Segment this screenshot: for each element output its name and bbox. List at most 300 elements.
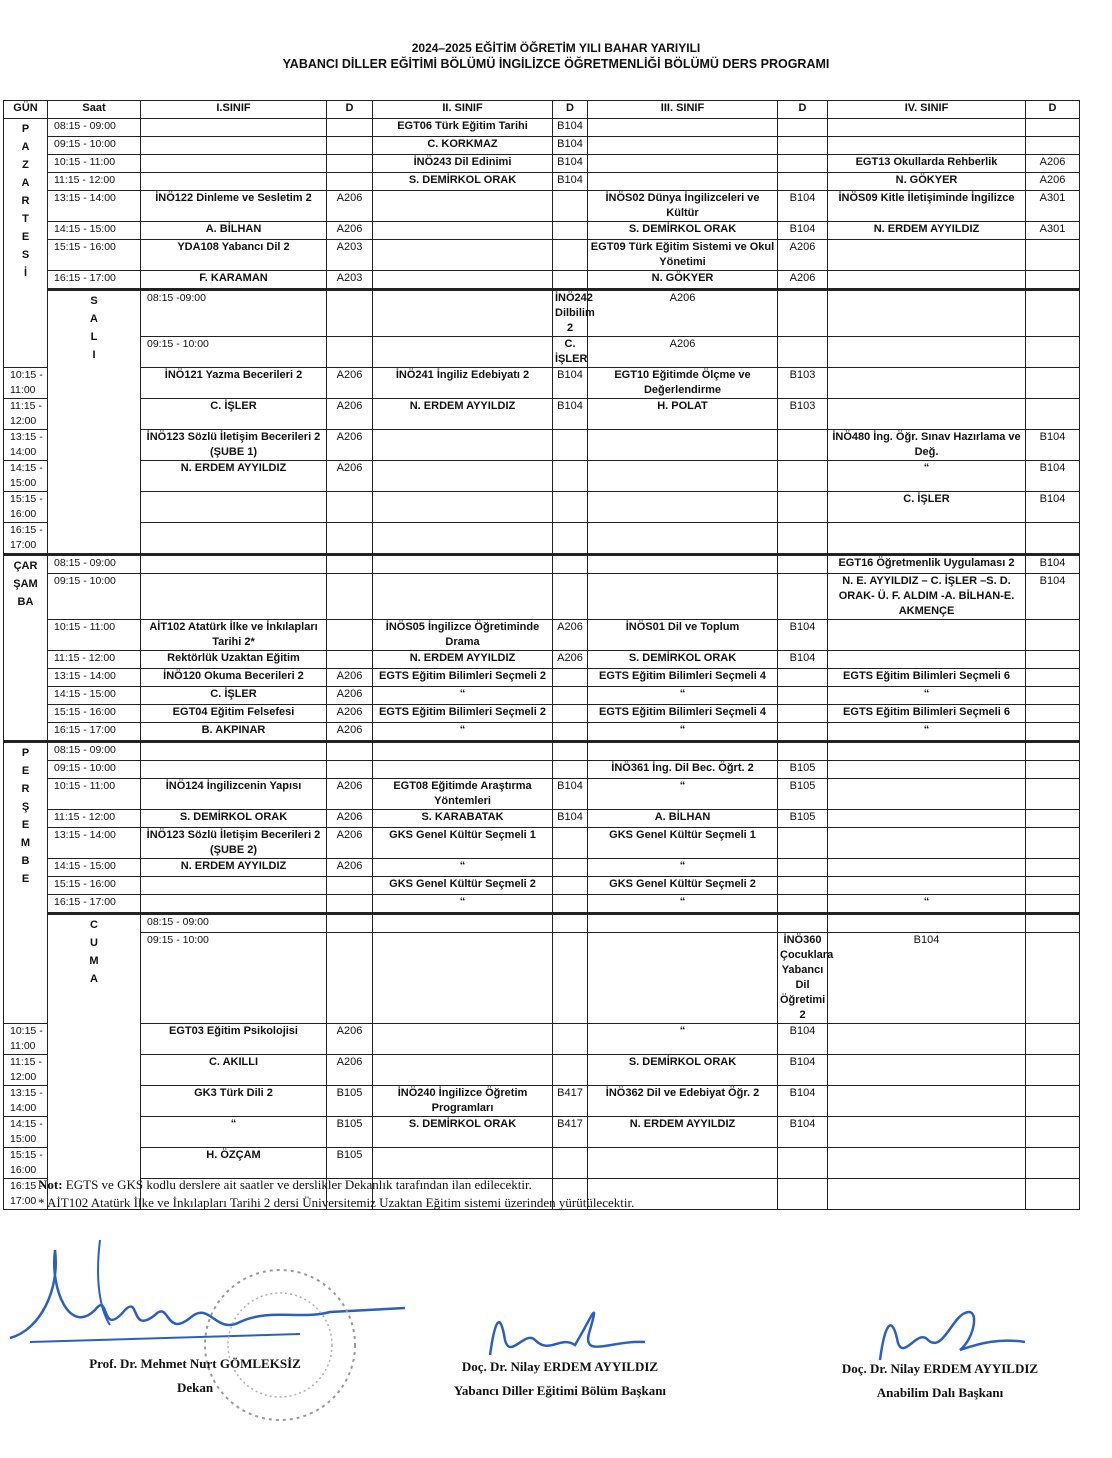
room-cell-class-3: B105 (778, 761, 828, 779)
room-cell-class-1: A206 (327, 222, 373, 240)
time-cell: 13:15 - 14:00 (4, 430, 48, 461)
room-cell-class-3: B105 (778, 810, 828, 828)
table-row (4, 191, 1080, 222)
course-cell-class-2: S. KARABATAK (373, 810, 553, 828)
course-cell-class-4: “ (828, 687, 1026, 705)
table-row (4, 828, 1080, 859)
course-cell-class-1: EGT03 Eğitim Psikolojisi (141, 1024, 327, 1055)
room-cell-class-1: A206 (327, 723, 373, 742)
course-cell-class-3: İNÖS01 Dil ve Toplum (588, 620, 778, 651)
room-cell-class-4 (1026, 1117, 1080, 1148)
room-cell-class-2 (553, 430, 588, 461)
room-cell-class-4 (1026, 761, 1080, 779)
room-cell-class-4 (1026, 1055, 1080, 1086)
course-cell-class-4: İNÖS09 Kitle İletişiminde İngilizce (828, 191, 1026, 222)
time-cell: 14:15 - 15:00 (48, 687, 141, 705)
table-row (4, 119, 1080, 137)
room-cell-class-1: A206 (327, 810, 373, 828)
course-cell-class-2: “ (373, 687, 553, 705)
room-cell-class-1: A206 (327, 1055, 373, 1086)
table-row (4, 687, 1080, 705)
room-cell-class-1: A206 (327, 779, 373, 810)
room-cell-class-2 (553, 191, 588, 222)
time-cell: 15:15 - 16:00 (48, 705, 141, 723)
room-cell-class-3: B104 (778, 1055, 828, 1086)
signer-name: Prof. Dr. Mehmet Nurt GÖMLEKSİZ (89, 1356, 301, 1371)
course-cell-class-2 (373, 240, 553, 271)
table-row (4, 742, 1080, 761)
room-cell-class-3 (778, 1148, 828, 1179)
room-cell-class-3 (778, 669, 828, 687)
course-cell-class-3: S. DEMİRKOL ORAK (588, 651, 778, 669)
schedule-table (3, 100, 1080, 1210)
course-cell-class-2 (373, 523, 553, 555)
time-cell: 08:15 -09:00 (141, 290, 327, 337)
course-cell-class-1 (327, 290, 373, 337)
table-row (4, 222, 1080, 240)
course-cell-class-2 (373, 430, 553, 461)
time-cell: 10:15 - 11:00 (48, 155, 141, 173)
room-cell-class-2 (553, 877, 588, 895)
course-cell-class-1 (141, 555, 327, 574)
room-cell-class-3 (778, 877, 828, 895)
signer-name: Doç. Dr. Nilay ERDEM AYYILDIZ (461, 1359, 659, 1374)
room-cell-class-1: B105 (327, 1117, 373, 1148)
course-cell-class-2: İNÖ241 İngiliz Edebiyatı 2 (373, 368, 553, 399)
course-cell-class-3 (588, 137, 778, 155)
time-cell: 13:15 - 14:00 (48, 191, 141, 222)
time-cell: 09:15 - 10:00 (141, 337, 327, 368)
room-cell-class-4: A301 (1026, 222, 1080, 240)
course-cell-class-1: EGT04 Eğitim Felsefesi (141, 705, 327, 723)
table-row (4, 933, 1080, 1024)
room-cell-class-1: A203 (327, 271, 373, 290)
course-cell-class-2: “ (373, 895, 553, 914)
notes (38, 1176, 634, 1212)
course-cell-class-2 (373, 761, 553, 779)
course-cell-class-2 (373, 492, 553, 523)
room-cell-class-4: B104 (1026, 555, 1080, 574)
table-row (4, 723, 1080, 742)
course-cell-class-2 (373, 1055, 553, 1086)
room-cell-class-3 (828, 290, 1026, 337)
time-cell: 08:15 - 09:00 (48, 555, 141, 574)
room-cell-class-2 (553, 761, 588, 779)
course-cell-class-2 (373, 222, 553, 240)
room-cell-class-4 (1026, 779, 1080, 810)
signer-name: Doç. Dr. Nilay ERDEM AYYILDIZ (841, 1361, 1039, 1376)
room-cell-class-2: B104 (553, 155, 588, 173)
course-cell-class-4: “ (828, 895, 1026, 914)
course-cell-class-4 (828, 1179, 1026, 1210)
room-cell-class-4 (1026, 240, 1080, 271)
table-row (4, 1117, 1080, 1148)
course-cell-class-2 (373, 555, 553, 574)
document-title (0, 40, 1112, 72)
room-cell-class-4: B104 (1026, 461, 1080, 492)
course-cell-class-3: GKS Genel Kültür Seçmeli 2 (588, 877, 778, 895)
time-cell: 08:15 - 09:00 (141, 914, 327, 933)
course-cell-class-1: C. İŞLER (141, 399, 327, 430)
room-cell-class-2 (553, 461, 588, 492)
course-cell-class-1: F. KARAMAN (141, 271, 327, 290)
header-room-3: D (778, 101, 828, 119)
course-cell-class-1: “ (141, 1117, 327, 1148)
course-cell-class-3 (588, 574, 778, 620)
room-cell-class-2 (553, 492, 588, 523)
room-cell-class-4 (1026, 1148, 1080, 1179)
course-cell-class-4 (828, 240, 1026, 271)
course-cell-class-3 (778, 290, 828, 337)
room-cell-class-2 (553, 523, 588, 555)
course-cell-class-2 (373, 1024, 553, 1055)
room-cell-class-2: B417 (553, 1117, 588, 1148)
course-cell-class-3: GKS Genel Kültür Seçmeli 1 (588, 828, 778, 859)
title-line-2: YABANCI DİLLER EĞİTİMİ BÖLÜMÜ İNGİLİZCE ÖĞRETMENLİĞİ BÖLÜMÜ DERS PROGRAMI (282, 57, 830, 71)
room-cell-class-2 (553, 859, 588, 877)
course-cell-class-4 (1026, 290, 1080, 337)
course-cell-class-1: N. ERDEM AYYILDIZ (141, 859, 327, 877)
table-row (4, 290, 1080, 337)
room-cell-class-1: A206 (327, 669, 373, 687)
room-cell-class-2 (553, 669, 588, 687)
course-cell-class-1 (327, 914, 373, 933)
course-cell-class-1 (327, 337, 373, 368)
day-cell: P E R Ş E M B E (4, 742, 48, 1024)
course-cell-class-2: İNÖ243 Dil Edinimi (373, 155, 553, 173)
course-cell-class-1: İNÖ120 Okuma Becerileri 2 (141, 669, 327, 687)
course-cell-class-3 (778, 337, 828, 368)
course-cell-class-4: N. E. AYYILDIZ – C. İŞLER –S. D. ORAK- Ü. F. ALDIM -A. BİLHAN-E. AKMENÇE (828, 574, 1026, 620)
room-cell-class-2: B104 (553, 173, 588, 191)
room-cell-class-3 (778, 574, 828, 620)
course-cell-class-2: “ (373, 859, 553, 877)
room-cell-class-2: B104 (553, 779, 588, 810)
table-row (4, 620, 1080, 651)
room-cell-class-4: A301 (1026, 191, 1080, 222)
time-cell: 13:15 - 14:00 (48, 828, 141, 859)
room-cell-class-4 (1026, 399, 1080, 430)
room-cell-class-4 (1026, 828, 1080, 859)
course-cell-class-4 (1026, 933, 1080, 1024)
course-cell-class-4 (828, 828, 1026, 859)
room-cell-class-3: A206 (778, 271, 828, 290)
course-cell-class-4 (828, 137, 1026, 155)
room-cell-class-3: B104 (778, 620, 828, 651)
time-cell: 16:15 - 17:00 (48, 895, 141, 914)
course-cell-class-4 (828, 877, 1026, 895)
course-cell-class-3: “ (588, 1024, 778, 1055)
room-cell-class-4: A206 (1026, 173, 1080, 191)
room-cell-class-2: B104 (553, 137, 588, 155)
room-cell-class-2 (553, 240, 588, 271)
course-cell-class-4 (828, 1086, 1026, 1117)
room-cell-class-3 (778, 1179, 828, 1210)
room-cell-class-2: A206 (588, 290, 778, 337)
room-cell-class-2: B104 (553, 399, 588, 430)
room-cell-class-1 (373, 914, 553, 933)
room-cell-class-3: B105 (778, 779, 828, 810)
course-cell-class-1: A. BİLHAN (141, 222, 327, 240)
room-cell-class-3: B104 (828, 933, 1026, 1024)
room-cell-class-1 (327, 574, 373, 620)
course-cell-class-3: “ (588, 859, 778, 877)
room-cell-class-1: A206 (327, 859, 373, 877)
room-cell-class-2: B104 (553, 810, 588, 828)
course-cell-class-3 (588, 492, 778, 523)
course-cell-class-4: İNÖ480 İng. Öğr. Sınav Hazırlama ve Değ. (828, 430, 1026, 461)
room-cell-class-2 (553, 555, 588, 574)
room-cell-class-2 (553, 1055, 588, 1086)
header-room-4: D (1026, 101, 1080, 119)
table-row (4, 368, 1080, 399)
course-cell-class-4 (828, 620, 1026, 651)
room-cell-class-1: A206 (327, 399, 373, 430)
header-class-4: IV. SINIF (828, 101, 1026, 119)
room-cell-class-2 (553, 705, 588, 723)
course-cell-class-4: N. GÖKYER (828, 173, 1026, 191)
table-row (4, 914, 1080, 933)
room-cell-class-4 (1026, 669, 1080, 687)
table-row (4, 779, 1080, 810)
course-cell-class-3 (588, 742, 778, 761)
room-cell-class-3 (778, 859, 828, 877)
course-cell-class-1: S. DEMİRKOL ORAK (141, 810, 327, 828)
room-cell-class-4 (1026, 705, 1080, 723)
course-cell-class-2 (373, 574, 553, 620)
room-cell-class-2: A206 (588, 337, 778, 368)
note-text-1: EGTS ve GKS kodlu derslere ait saatler ve derslikler Dekanlık tarafından ilan edilecektir. (62, 1177, 532, 1192)
course-cell-class-4 (828, 271, 1026, 290)
day-cell: C U M A (48, 914, 141, 1210)
room-cell-class-4: B104 (1026, 492, 1080, 523)
room-cell-class-3 (778, 687, 828, 705)
room-cell-class-3 (778, 723, 828, 742)
room-cell-class-2 (553, 1148, 588, 1179)
course-cell-class-1: AİT102 Atatürk İlke ve İnkılapları Tarihi 2* (141, 620, 327, 651)
room-cell-class-3 (828, 914, 1026, 933)
course-cell-class-2 (553, 933, 588, 1024)
room-cell-class-4 (1026, 742, 1080, 761)
course-cell-class-4 (828, 1024, 1026, 1055)
course-cell-class-1 (141, 761, 327, 779)
room-cell-class-4 (1026, 1086, 1080, 1117)
room-cell-class-4 (1026, 895, 1080, 914)
table-row (4, 1055, 1080, 1086)
room-cell-class-3: B104 (778, 1117, 828, 1148)
note-label: Not: (38, 1177, 63, 1192)
table-row (4, 810, 1080, 828)
table-row (4, 461, 1080, 492)
room-cell-class-1: A206 (327, 430, 373, 461)
course-cell-class-4 (828, 1055, 1026, 1086)
room-cell-class-1 (327, 137, 373, 155)
header-time: Saat (48, 101, 141, 119)
room-cell-class-3: B104 (778, 191, 828, 222)
room-cell-class-3 (778, 555, 828, 574)
course-cell-class-4 (828, 779, 1026, 810)
course-cell-class-4: C. İŞLER (828, 492, 1026, 523)
time-cell: 10:15 - 11:00 (48, 779, 141, 810)
room-cell-class-3 (778, 895, 828, 914)
course-cell-class-4 (828, 651, 1026, 669)
course-cell-class-3 (588, 523, 778, 555)
day-cell: ÇAR ŞAM BA (4, 555, 48, 742)
course-cell-class-3: A. BİLHAN (588, 810, 778, 828)
table-row (4, 651, 1080, 669)
room-cell-class-1: B105 (327, 1148, 373, 1179)
course-cell-class-3: “ (588, 779, 778, 810)
course-cell-class-3: N. GÖKYER (588, 271, 778, 290)
course-cell-class-2: İNÖ242 Dilbilim 2 (553, 290, 588, 337)
room-cell-class-2: A206 (553, 651, 588, 669)
time-cell: 09:15 - 10:00 (141, 933, 327, 1024)
course-cell-class-4 (1026, 914, 1080, 933)
course-cell-class-2: GKS Genel Kültür Seçmeli 1 (373, 828, 553, 859)
header-class-2: II. SINIF (373, 101, 553, 119)
course-cell-class-3: İNÖ361 İng. Dil Bec. Öğrt. 2 (588, 761, 778, 779)
course-cell-class-1 (141, 895, 327, 914)
course-cell-class-4 (828, 742, 1026, 761)
course-cell-class-3: S. DEMİRKOL ORAK (588, 222, 778, 240)
course-cell-class-2: S. DEMİRKOL ORAK (373, 173, 553, 191)
time-cell: 10:15 - 11:00 (4, 368, 48, 399)
table-row (4, 240, 1080, 271)
room-cell-class-1 (327, 492, 373, 523)
course-cell-class-3: “ (588, 723, 778, 742)
table-row (4, 399, 1080, 430)
course-cell-class-3: EGTS Eğitim Bilimleri Seçmeli 4 (588, 705, 778, 723)
table-row (4, 705, 1080, 723)
table-row (4, 271, 1080, 290)
course-cell-class-3: N. ERDEM AYYILDIZ (588, 1117, 778, 1148)
course-cell-class-2: S. DEMİRKOL ORAK (373, 1117, 553, 1148)
time-cell: 10:15 - 11:00 (48, 620, 141, 651)
time-cell: 11:15 - 12:00 (4, 1055, 48, 1086)
room-cell-class-3 (778, 430, 828, 461)
room-cell-class-3: B104 (778, 1086, 828, 1117)
time-cell: 11:15 - 12:00 (48, 651, 141, 669)
course-cell-class-3 (588, 155, 778, 173)
time-cell: 08:15 - 09:00 (48, 742, 141, 761)
table-row (4, 492, 1080, 523)
course-cell-class-1: İNÖ122 Dinleme ve Sesletim 2 (141, 191, 327, 222)
signer-title: Yabancı Diller Eğitimi Bölüm Başkanı (453, 1383, 667, 1398)
room-cell-class-1: A203 (327, 240, 373, 271)
course-cell-class-1 (141, 173, 327, 191)
course-cell-class-2: N. ERDEM AYYILDIZ (373, 399, 553, 430)
course-cell-class-3: “ (588, 895, 778, 914)
course-cell-class-2 (373, 1148, 553, 1179)
room-cell-class-4: A206 (1026, 155, 1080, 173)
room-cell-class-2 (553, 895, 588, 914)
day-cell: P A Z A R T E S İ (4, 119, 48, 368)
table-row (4, 555, 1080, 574)
room-cell-class-1: A206 (327, 368, 373, 399)
room-cell-class-1: A206 (327, 191, 373, 222)
table-row (4, 1024, 1080, 1055)
course-cell-class-2: C. İŞLER (553, 337, 588, 368)
time-cell: 13:15 - 14:00 (48, 669, 141, 687)
course-cell-class-1: N. ERDEM AYYILDIZ (141, 461, 327, 492)
signature-block-dean (30, 1352, 360, 1400)
room-cell-class-1: A206 (327, 705, 373, 723)
course-cell-class-1 (141, 119, 327, 137)
room-cell-class-1 (373, 337, 553, 368)
course-cell-class-2: EGT08 Eğitimde Araştırma Yöntemleri (373, 779, 553, 810)
course-cell-class-3 (588, 555, 778, 574)
room-cell-class-1 (327, 555, 373, 574)
room-cell-class-3 (778, 492, 828, 523)
course-cell-class-4: “ (828, 723, 1026, 742)
room-cell-class-2 (553, 723, 588, 742)
time-cell: 15:15 - 16:00 (48, 240, 141, 271)
time-cell: 15:15 - 16:00 (4, 492, 48, 523)
course-cell-class-1 (141, 877, 327, 895)
room-cell-class-4 (1026, 1179, 1080, 1210)
seal-stamp (190, 1255, 370, 1435)
course-cell-class-4: EGT16 Öğretmenlik Uygulaması 2 (828, 555, 1026, 574)
title-line-1: 2024–2025 EĞİTİM ÖĞRETİM YILI BAHAR YARIYILI (411, 41, 701, 55)
course-cell-class-4 (828, 399, 1026, 430)
room-cell-class-1 (327, 742, 373, 761)
course-cell-class-4 (828, 1117, 1026, 1148)
course-cell-class-1: C. AKILLI (141, 1055, 327, 1086)
time-cell: 16:15 - 17:00 (48, 271, 141, 290)
room-cell-class-1 (327, 877, 373, 895)
course-cell-class-1: İNÖ123 Sözlü İletişim Becerileri 2 (ŞUBE 2) (141, 828, 327, 859)
course-cell-class-2 (373, 191, 553, 222)
course-cell-class-3 (588, 173, 778, 191)
room-cell-class-4 (1026, 877, 1080, 895)
room-cell-class-1 (327, 620, 373, 651)
course-cell-class-2 (373, 461, 553, 492)
room-cell-class-1 (327, 651, 373, 669)
room-cell-class-3 (778, 137, 828, 155)
room-cell-class-2 (553, 1024, 588, 1055)
course-cell-class-1: GK3 Türk Dili 2 (141, 1086, 327, 1117)
note-line-1 (38, 1176, 634, 1194)
table-row (4, 337, 1080, 368)
room-cell-class-1 (327, 761, 373, 779)
room-cell-class-2: A206 (553, 620, 588, 651)
course-cell-class-1: YDA108 Yabancı Dil 2 (141, 240, 327, 271)
room-cell-class-2: B104 (553, 368, 588, 399)
room-cell-class-4 (1026, 271, 1080, 290)
room-cell-class-2: B104 (553, 119, 588, 137)
course-cell-class-1: İNÖ124 İngilizcenin Yapısı (141, 779, 327, 810)
room-cell-class-4 (1026, 1024, 1080, 1055)
course-cell-class-4: “ (828, 461, 1026, 492)
course-cell-class-3 (588, 1148, 778, 1179)
room-cell-class-1 (327, 155, 373, 173)
room-cell-class-4 (1026, 859, 1080, 877)
time-cell: 14:15 - 15:00 (48, 859, 141, 877)
signature-block-division-head (790, 1357, 1090, 1405)
time-cell: 11:15 - 12:00 (48, 810, 141, 828)
course-cell-class-2: EGTS Eğitim Bilimleri Seçmeli 2 (373, 669, 553, 687)
room-cell-class-1 (327, 173, 373, 191)
time-cell: 14:15 - 15:00 (4, 1117, 48, 1148)
course-cell-class-2: EGTS Eğitim Bilimleri Seçmeli 2 (373, 705, 553, 723)
room-cell-class-3 (778, 155, 828, 173)
room-cell-class-1 (373, 933, 553, 1024)
room-cell-class-2 (553, 574, 588, 620)
course-cell-class-2: İNÖS05 İngilizce Öğretiminde Drama (373, 620, 553, 651)
room-cell-class-3 (828, 337, 1026, 368)
course-cell-class-4 (828, 368, 1026, 399)
course-cell-class-3: S. DEMİRKOL ORAK (588, 1055, 778, 1086)
